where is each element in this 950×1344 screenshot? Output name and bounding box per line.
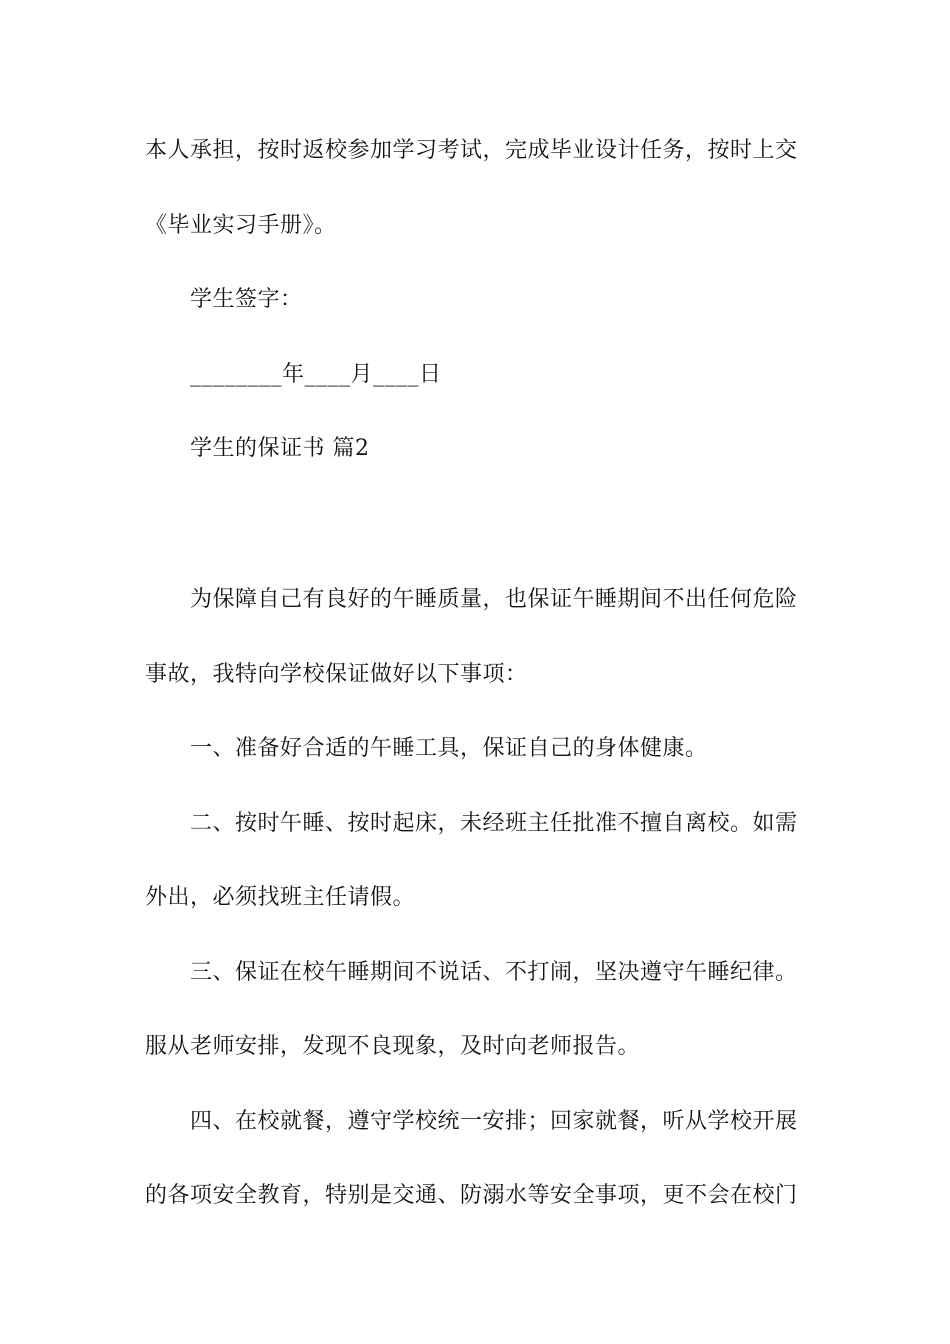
paragraph-line: 为保障自己有良好的午睡质量，也保证午睡期间不出任何危险 — [190, 587, 798, 612]
section-heading: 学生的保证书 篇2 — [190, 436, 370, 461]
paragraph-line: 事故，我特向学校保证做好以下事项： — [145, 662, 528, 687]
list-item: 二、按时午睡、按时起床，未经班主任批准不擅自离校。如需 — [190, 811, 798, 836]
paragraph-line: 外出，必须找班主任请假。 — [145, 885, 416, 910]
paragraph-line: 本人承担，按时返校参加学习考试，完成毕业设计任务，按时上交 — [145, 138, 798, 163]
date-line: ________年____月____日 — [190, 362, 442, 387]
paragraph-line: 的各项安全教育，特别是交通、防溺水等安全事项，更不会在校门 — [145, 1183, 798, 1208]
signature-label: 学生签字： — [190, 287, 303, 312]
list-item: 三、保证在校午睡期间不说话、不打闹，坚决遵守午睡纪律。 — [190, 960, 798, 985]
list-item: 一、准备好合适的午睡工具，保证自己的身体健康。 — [190, 736, 708, 761]
list-item: 四、在校就餐，遵守学校统一安排；回家就餐，听从学校开展 — [190, 1109, 798, 1134]
paragraph-line: 服从老师安排，发现不良现象，及时向老师报告。 — [145, 1034, 641, 1059]
paragraph-line: 《毕业实习手册》。 — [145, 213, 337, 238]
